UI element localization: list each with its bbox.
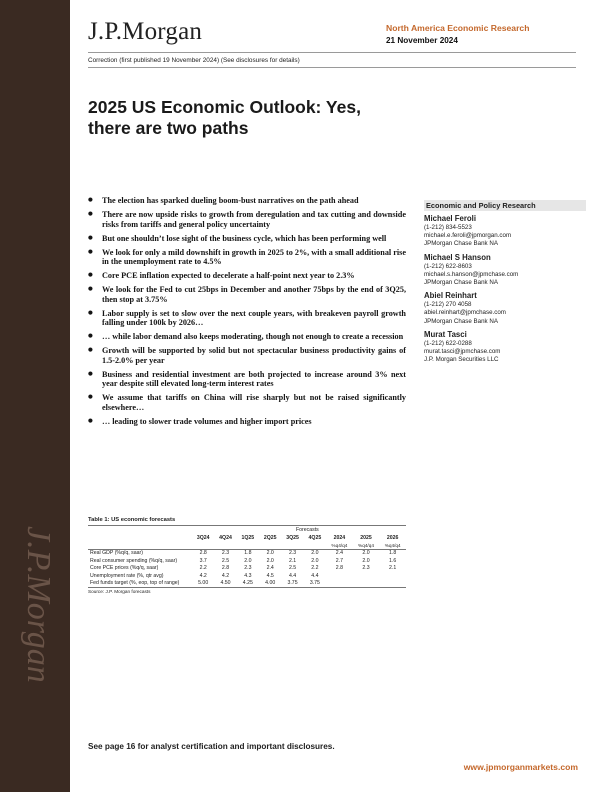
analyst-entity: JPMorgan Chase Bank NA	[424, 279, 498, 287]
correction-note: Correction (first published 19 November 2024) (See disclosures for details)	[88, 57, 300, 64]
analyst-card	[424, 214, 586, 250]
analyst-card	[424, 253, 586, 289]
table-cell: 2.0	[244, 557, 252, 564]
table-cell: 2.4	[335, 550, 343, 557]
jpmorgan-logo: J.P.Morgan	[88, 18, 203, 45]
table-cell	[353, 572, 380, 580]
row-label: Core PCE prices (%q/q, saar)	[90, 565, 159, 572]
table-cell: 2.0	[311, 557, 319, 564]
row-label: Real GDP (%q/q, saar)	[90, 550, 143, 557]
table-cell: 2.5	[221, 557, 230, 564]
table-cell: 2.8	[221, 565, 230, 572]
row-label: Real consumer spending (%q/q, saar)	[90, 557, 178, 564]
report-date: 21 November 2024	[386, 36, 458, 45]
table-cell: 2.3	[221, 550, 230, 557]
column-subheader: %q4/q4	[379, 542, 406, 550]
table-cell: 4.2	[221, 572, 230, 579]
analyst-name: Abiel Reinhart	[424, 291, 477, 301]
analyst-phone: (1-212) 622-0288	[424, 339, 472, 347]
table-cell	[379, 572, 406, 580]
key-point: ● But one shouldn’t lose sight of the business cycle, which has been performing well	[88, 234, 406, 244]
table-cell: 2.2	[199, 565, 207, 572]
table-cell	[379, 580, 406, 588]
table-cell: 2.8	[335, 565, 343, 572]
table-cell: 2.2	[311, 565, 319, 572]
table-row	[88, 564, 406, 572]
jpmorgan-watermark-logo	[8, 520, 62, 720]
analyst-email[interactable]: abiel.reinhart@jpmchase.com	[424, 309, 506, 317]
page-title	[88, 97, 418, 139]
table-subheader-row	[88, 542, 406, 550]
column-header: 4Q25	[308, 534, 322, 541]
analyst-entity: JPMorgan Chase Bank NA	[424, 240, 498, 248]
analyst-name: Michael S Hanson	[424, 252, 491, 262]
table-header-row	[88, 534, 406, 542]
table-cell: 2.0	[362, 557, 370, 564]
key-point: ● We assume that tariffs on China will rise sharply but not be raised significantly elsewhere…	[88, 393, 406, 412]
column-header: 2Q25	[263, 534, 277, 541]
table-cell: 1.8	[389, 550, 397, 557]
table-cell: 3.75	[304, 580, 326, 588]
table-cell: 2.4	[266, 565, 274, 572]
analyst-panel-heading: Economic and Policy Research	[424, 200, 586, 211]
forecast-table-block	[88, 517, 406, 594]
table-cell: 2.3	[244, 565, 252, 572]
brand-sidebar	[0, 0, 70, 792]
key-point: ● Business and residential investment are both projected to increase around 3% next year despite still elevated long-term interest rates	[88, 370, 406, 389]
key-point: ● The election has sparked dueling boom-bust narratives on the path ahead	[88, 196, 406, 206]
table-cell: 4.00	[259, 580, 281, 588]
table-cell: 4.50	[214, 580, 236, 588]
table-row	[88, 557, 406, 565]
table-cell: 4.4	[288, 572, 297, 579]
column-subheader: %q4/q4	[326, 542, 353, 550]
analyst-name: Michael Feroli	[424, 214, 476, 223]
forecasts-label: Forecasts	[296, 527, 319, 533]
table-row	[88, 549, 406, 557]
key-point: ● Labor supply is set to slow over the next couple years, with breakeven payroll growth falling under 100k by 2026…	[88, 309, 406, 328]
table-row	[88, 572, 406, 580]
row-label: Unemployment rate (%, qtr avg)	[90, 572, 164, 579]
analyst-phone: (1-212) 270 4058	[424, 301, 472, 309]
title-line-1: 2025 US Economic Outlook: Yes,	[88, 97, 361, 117]
table-cell: 4.25	[237, 580, 259, 588]
table-cell: 4.3	[244, 572, 252, 579]
table-cell: 2.0	[266, 557, 274, 564]
key-point: ● … while labor demand also keeps moderating, though not enough to create a recession	[88, 332, 406, 342]
report-series: North America Economic Research	[386, 23, 530, 33]
table-cell: 2.0	[266, 550, 274, 557]
table-cell: 2.7	[335, 557, 343, 564]
disclosure-note: See page 16 for analyst certification and important disclosures.	[88, 742, 335, 751]
table-cell: 4.4	[311, 572, 319, 579]
table-cell: 1.8	[244, 550, 252, 557]
table-cell: 2.1	[288, 557, 297, 564]
key-point: ● We look for only a mild downshift in growth in 2025 to 2%, with a small additional rise in the unemployment rate to 4.5%	[88, 248, 406, 267]
table-cell: 2.0	[362, 550, 370, 557]
table-cell: 2.5	[288, 565, 297, 572]
analyst-entity: JPMorgan Chase Bank NA	[424, 317, 498, 325]
table-cell: 1.6	[389, 557, 397, 564]
analyst-phone: (1-212) 834-5523	[424, 224, 472, 231]
table-cell: 3.75	[281, 580, 303, 588]
table-source: Source: J.P. Morgan forecasts	[88, 588, 151, 594]
key-point: ● We look for the Fed to cut 25bps in December and another 75bps by the end of 3Q25, then stop at 3.75%	[88, 285, 406, 304]
table-cell: 3.7	[199, 557, 207, 564]
column-header: 3Q25	[286, 534, 299, 541]
column-header: 4Q24	[219, 534, 232, 541]
table-cell: 2.1	[389, 565, 397, 572]
website-link[interactable]: www.jpmorganmarkets.com	[463, 762, 578, 772]
table-cell	[326, 572, 353, 580]
key-points-list	[88, 196, 406, 431]
analyst-card	[424, 330, 586, 366]
column-header: 1Q25	[241, 534, 255, 541]
title-line-2: there are two paths	[88, 118, 249, 138]
analyst-email[interactable]: murat.tasci@jpmchase.com	[424, 348, 501, 356]
row-label: Fed funds target (%, eop, top of range)	[88, 580, 192, 588]
table-cell: 2.3	[362, 565, 370, 572]
table-cell: 4.2	[199, 572, 207, 579]
analyst-email[interactable]: michael.e.feroli@jpmorgan.com	[424, 232, 512, 240]
key-point: ● … leading to slower trade volumes and higher import prices	[88, 417, 406, 427]
analyst-email[interactable]: michael.s.hanson@jpmchase.com	[424, 270, 519, 278]
analyst-panel	[424, 200, 586, 365]
table-cell: 2.3	[288, 550, 297, 557]
header-divider	[88, 52, 576, 53]
table-cell: 4.5	[266, 572, 274, 579]
table-cell: 2.8	[199, 550, 207, 557]
forecast-table	[88, 534, 406, 588]
svg-text:J.P.Morgan: J.P.Morgan	[20, 526, 57, 683]
column-header: 2026	[386, 534, 399, 541]
table-cell: 2.0	[311, 550, 319, 557]
column-subheader: %q4/q4	[353, 542, 380, 550]
key-point: ● There are now upside risks to growth from deregulation and tax cutting and downside risks from tariffs and general policy uncertainty	[88, 210, 406, 229]
correction-divider	[88, 67, 576, 68]
analyst-phone: (1-212) 622-8603	[424, 262, 472, 270]
analyst-card	[424, 291, 586, 327]
table-cell	[326, 580, 353, 588]
column-header: 2024	[333, 534, 346, 541]
column-header: 2025	[360, 534, 372, 541]
report-header-meta	[386, 23, 576, 45]
analyst-name: Murat Tasci	[424, 329, 467, 339]
table-row	[88, 580, 406, 588]
table-cell	[353, 580, 380, 588]
column-header: 3Q24	[196, 534, 210, 541]
analyst-entity: J.P. Morgan Securities LLC	[424, 356, 499, 364]
key-point: ● Growth will be supported by solid but not spectacular business productivity gains of 1.5-2.0% per year	[88, 346, 406, 365]
table-caption: Table 1: US economic forecasts	[88, 517, 406, 526]
table-cell: 5.00	[192, 580, 214, 588]
key-point: ● Core PCE inflation expected to decelerate a half-point next year to 2.3%	[88, 271, 406, 281]
